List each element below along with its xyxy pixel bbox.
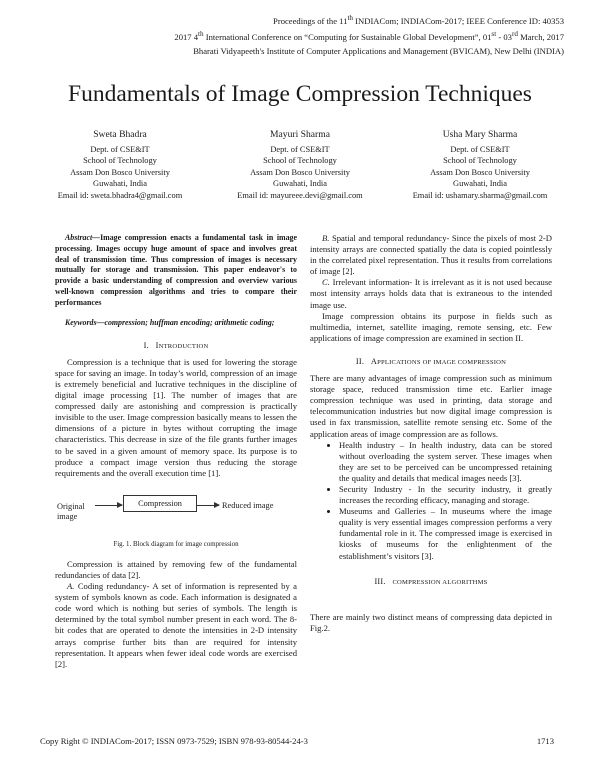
abstract-text: Image compression enacts a fundamental task in image processing. Images occupy huge amount of space and involves great deal of transmission time. Thus compression of images is necessary mutually for storage and transmission. This paper endeavor's to provide a basic understanding of compression and overview various well-known compression algorithms and tries to compare their performances [55, 233, 297, 307]
author-school: School of Technology [443, 156, 517, 166]
author-dept: Dept. of CSE&IT [90, 144, 150, 154]
applications-list [310, 440, 552, 562]
author-city: Guwahati, India [453, 179, 507, 189]
intro-paragraph: Compression is a technique that is used for lowering the storage space for saving an image. In today’s world, compression of an image is extremely beneficial and lucrative techniques in the discipline of digital image processing [1]. The number of images that are compressed daily are astonishing and compression is practically invisible to the user. Image compression basically means to lessen the dimensions of a picture in bytes without corrupting the image characteristics. This decrease in size of the file grants further images to be saved in a given amount of memory space. Its purpose is to produce a compact image version thus reducing the storage requirements and the overall execution time [1]. [55, 356, 297, 478]
author-email[interactable]: Email id: sweta.bhadra4@gmail.com [57, 190, 183, 200]
author-university: Assam Don Bosco University [70, 167, 170, 177]
diagram-input-label: Original image [57, 501, 85, 521]
block-diagram [55, 493, 297, 533]
page-number: 1713 [536, 736, 554, 746]
section-heading-algorithms: III. COMPRESSION ALGORITHMS [374, 576, 488, 586]
keywords: Keywords—compression; huffman encoding; arithmetic coding; [65, 317, 275, 327]
abstract-lead: Abstract— [65, 233, 101, 242]
author-email[interactable]: Email id: mayureee.devi@gmail.com [237, 190, 363, 200]
author-city: Guwahati, India [93, 179, 147, 189]
diagram-output-label: Reduced image [222, 500, 274, 510]
author-name: Mayuri Sharma [270, 129, 330, 140]
conference-header [44, 12, 564, 58]
conference-line-3: Bharati Vidyapeeth's Institute of Computer Applications and Management (BVICAM), New Delhi (INDIA) [193, 45, 564, 56]
abstract [55, 233, 297, 309]
section-heading-applications: II. APPLICATIONS OF IMAGE COMPRESSION [355, 356, 507, 366]
list-item: • Museums and Galleries – In museums where the image quality is very essential images compression performs a very fundamental role in it. The compressed image is exercised in kiosks of museums for the enlightenment of the establishment’s visitors [3]. [339, 506, 552, 561]
copyright-footer: Copy Right © INDIACom-2017; ISSN 0973-7529; ISBN 978-93-80544-24-3 [40, 736, 308, 746]
coding-redundancy-paragraph: A. Coding redundancy- A set of information is represented by a system of symbols known as code. Each information is designated a code word which is nothing but series of symbols. The length is determined by the total symbol number present in each word. The 8-bit codes that are operated to denote the intensities in 2-D intensity arrays comprise further bits than are required for intensity representation. It appears when fewer ideal code words are exercised [2]. [55, 581, 297, 669]
right-column [310, 233, 552, 634]
author-city: Guwahati, India [273, 179, 327, 189]
author-list [30, 129, 570, 202]
author-name: Sweta Bhadra [93, 129, 147, 140]
author-block [390, 129, 570, 202]
author-dept: Dept. of CSE&IT [270, 144, 330, 154]
left-column [55, 233, 297, 670]
figure-caption: Fig. 1. Block diagram for image compression [113, 540, 239, 548]
author-university: Assam Don Bosco University [430, 167, 530, 177]
applications-paragraph: There are many advantages of image compression such as minimum storage space, reduced transmission time etc. Earlier image compression technique was used in printing, data storage and telecommunication industries but now digital image compression is used in fax transmission, satellite remote sensing etc. Some of the application areas of image compression are as follows. [310, 373, 552, 439]
author-university: Assam Don Bosco University [250, 167, 350, 177]
author-school: School of Technology [83, 156, 157, 166]
diagram-compression-box: Compression [123, 495, 197, 512]
list-item: • Security Industry - In the security industry, it greatly increases the recording efficacy, managing and storage. [339, 484, 552, 506]
author-dept: Dept. of CSE&IT [450, 144, 510, 154]
section-heading-introduction: I. INTRODUCTION [143, 340, 209, 350]
spatial-redundancy-paragraph: B. Spatial and temporal redundancy- Since the pixels of most 2-D intensity arrays are connected spatially the data is copied pointlessly in the correlated pixel representation. Thus it results from correlations of image [2]. [310, 233, 552, 277]
arrow-right-icon [197, 505, 219, 506]
arrow-right-icon [95, 505, 122, 506]
author-email[interactable]: Email id: ushamary.sharma@gmail.com [412, 190, 548, 200]
author-school: School of Technology [263, 156, 337, 166]
author-name: Usha Mary Sharma [442, 129, 518, 140]
author-block [210, 129, 390, 202]
paper-title: Fundamentals of Image Compression Techniques [68, 81, 532, 107]
irrelevant-information-paragraph: C. Irrelevant information- It is irrelevant as it is not used because most intensity arrays holds data that is extraneous to the intended image use. [310, 277, 552, 310]
removing-redundancies-paragraph: Compression is attained by removing few of the fundamental redundancies of data [2]. [55, 558, 297, 580]
list-item: • Health industry – In health industry, data can be stored without overloading the system server. These images when they are set to be perceived can be uncompressed retaining the quality and details that medical images needs [3]. [339, 440, 552, 484]
purpose-paragraph: Image compression obtains its purpose in fields such as multimedia, internet, satellite imaging, remote sensing, etc. Few applications of image compression are examined in section II. [310, 310, 552, 343]
author-block [30, 129, 210, 202]
conference-line-1: Proceedings of the 11th INDIACom; INDIACom-2017; IEEE Conference ID: 40353 [273, 14, 564, 26]
conference-line-2: 2017 4th International Conference on “Computing for Sustainable Global Development”, 01st - 03rd March, 2017 [174, 30, 564, 43]
algorithms-paragraph: There are mainly two distinct means of compressing data depicted in Fig.2. [310, 611, 552, 633]
